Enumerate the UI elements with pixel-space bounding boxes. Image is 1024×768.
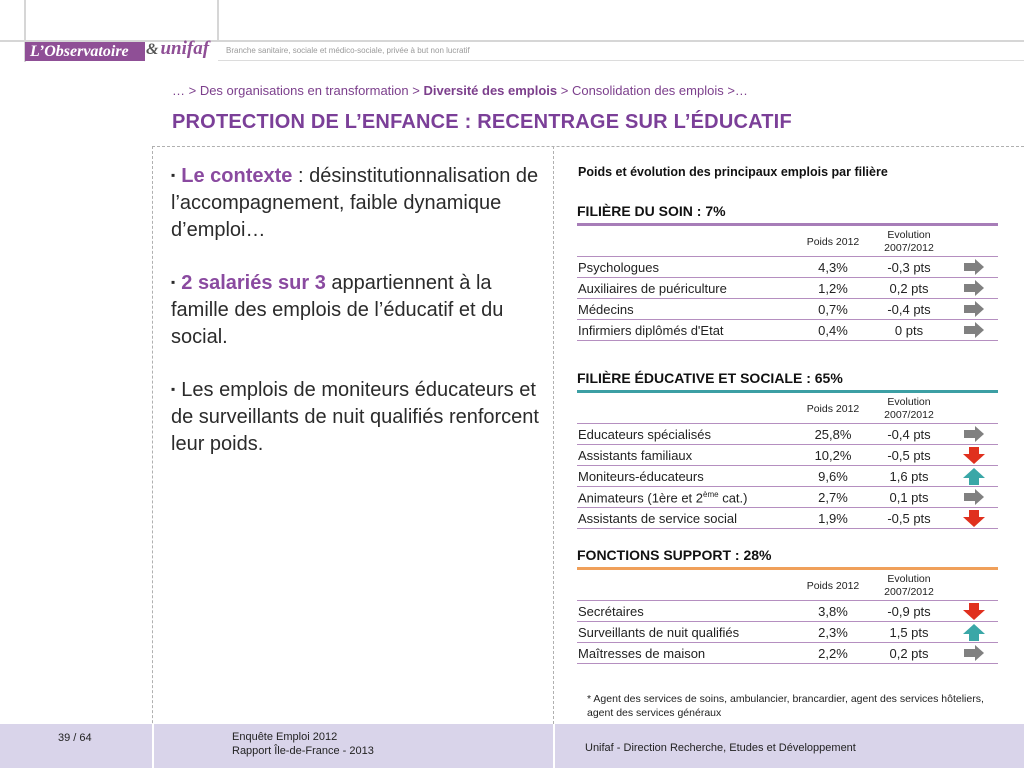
table-row: [577, 508, 998, 529]
cell-evolution: 0,2 pts: [889, 646, 929, 661]
cell-evolution: 1,5 pts: [889, 625, 929, 640]
arrow-right-icon: [963, 280, 987, 297]
page-number: 39 / 64: [58, 732, 92, 744]
bullet-item-context: [171, 162, 541, 244]
table-body: [577, 424, 998, 529]
arrow-up-icon: [963, 468, 987, 485]
table-header-row: [577, 570, 998, 601]
footer-survey-line-2: Rapport Île-de-France - 2013: [232, 745, 374, 757]
col-header-evolution: Evolution 2007/2012: [884, 573, 934, 598]
page-title: PROTECTION DE L’ENFANCE : RECENTRAGE SUR L’ÉDUCATIF: [172, 111, 792, 133]
logo-ampersand: &: [146, 41, 159, 58]
cell-evolution: 0,2 pts: [889, 281, 929, 296]
bullet-text: appartiennent à la famille des emplois de l’éducatif et du social.: [171, 272, 504, 348]
bullet-item-share: [171, 269, 541, 351]
arrow-right-icon: [963, 645, 987, 662]
cell-job-title: Auxiliaires de puériculture: [578, 281, 727, 296]
arrow-down-icon: [963, 603, 987, 620]
cell-share-2012: 25,8%: [814, 427, 852, 442]
col-header-share: Poids 2012: [806, 403, 860, 415]
header-divider-horizontal-2: [218, 60, 1024, 61]
frame-dashed-top: [152, 146, 1024, 147]
arrow-right-icon: [963, 489, 987, 506]
footer-divider: [553, 724, 555, 768]
section-support: [577, 547, 998, 664]
arrow-right-icon: [963, 301, 987, 318]
bullet-item-roles: [171, 376, 541, 458]
cell-share-2012: 9,6%: [818, 469, 848, 484]
cell-share-2012: 2,7%: [818, 490, 848, 505]
col-header-share: Poids 2012: [806, 236, 860, 248]
breadcrumb: [172, 83, 748, 98]
cell-share-2012: 4,3%: [818, 260, 848, 275]
logo-brand: unifaf: [160, 38, 210, 59]
arrow-down-icon: [963, 510, 987, 527]
cell-evolution: -0,5 pts: [887, 511, 931, 526]
table-header-row: [577, 226, 998, 257]
bullet-highlight: 2 salariés sur 3: [181, 272, 326, 294]
cell-job-title: Assistants de service social: [578, 511, 737, 526]
logo-observatoire: L’Observatoire: [25, 42, 145, 61]
table-row: [577, 445, 998, 466]
cell-evolution: -0,4 pts: [887, 302, 931, 317]
arrow-up-icon: [963, 624, 987, 641]
footer-organization: Unifaf - Direction Recherche, Etudes et Développement: [585, 742, 856, 754]
cell-evolution: 0 pts: [894, 323, 924, 338]
table-row: [577, 601, 998, 622]
footer-survey: [232, 730, 374, 758]
cell-job-title: Secrétaires: [578, 604, 644, 619]
breadcrumb-current: Diversité des emplois: [423, 83, 558, 98]
cell-job-title: Moniteurs-éducateurs: [578, 469, 704, 484]
logo-unifaf: [146, 38, 209, 60]
cell-job-title: Educateurs spécialisés: [578, 427, 711, 442]
cell-share-2012: 0,4%: [818, 323, 848, 338]
bullet-square-icon: ▪: [171, 168, 176, 182]
table-row: [577, 278, 998, 299]
table-row: [577, 424, 998, 445]
table-row: [577, 320, 998, 341]
section-educ: [577, 370, 998, 529]
arrow-down-icon: [963, 447, 987, 464]
arrow-right-icon: [963, 426, 987, 443]
cell-evolution: 1,6 pts: [889, 469, 929, 484]
bullet-text: : désinstitutionnalisation de l’accompagnement, faible dynamique d’emploi…: [171, 165, 539, 241]
table-header-row: [577, 393, 998, 424]
cell-share-2012: 3,8%: [818, 604, 848, 619]
breadcrumb-prefix: … > Des organisations en transformation >: [172, 83, 424, 98]
section-title: FILIÈRE DU SOIN : 7%: [577, 203, 726, 219]
cell-share-2012: 2,3%: [818, 625, 848, 640]
table-row: [577, 622, 998, 643]
cell-evolution: -0,9 pts: [887, 604, 931, 619]
frame-dashed-left: [152, 146, 153, 768]
section-title: FONCTIONS SUPPORT : 28%: [577, 547, 772, 563]
table-row: [577, 466, 998, 487]
table-row: [577, 257, 998, 278]
table-row: [577, 643, 998, 664]
bullet-list: [171, 162, 541, 483]
logo-tagline: Branche sanitaire, sociale et médico-sociale, privée à but non lucratif: [226, 46, 470, 55]
table-row: [577, 487, 998, 508]
table-body: [577, 601, 998, 664]
cell-evolution: -0,4 pts: [887, 427, 931, 442]
cell-job-title: Infirmiers diplômés d'Etat: [578, 323, 724, 338]
bullet-highlight: Le contexte: [181, 165, 293, 187]
cell-job-title: Maîtresses de maison: [578, 646, 706, 661]
cell-job-title: Psychologues: [578, 260, 659, 275]
cell-share-2012: 1,9%: [818, 511, 848, 526]
cell-share-2012: 2,2%: [818, 646, 848, 661]
cell-job-title: Assistants familiaux: [578, 448, 693, 463]
cell-evolution: -0,5 pts: [887, 448, 931, 463]
bullet-text: Les emplois de moniteurs éducateurs et de surveillants de nuit qualifiés renforcent leur poids.: [171, 379, 539, 455]
col-header-share: Poids 2012: [806, 580, 860, 592]
table-caption: Poids et évolution des principaux emplois par filière: [578, 165, 888, 179]
section-soin: [577, 203, 998, 341]
table-row: [577, 299, 998, 320]
cell-evolution: 0,1 pts: [889, 490, 929, 505]
frame-dashed-middle: [553, 146, 554, 724]
cell-share-2012: 10,2%: [814, 448, 852, 463]
section-title: FILIÈRE ÉDUCATIVE ET SOCIALE : 65%: [577, 370, 843, 386]
cell-job-title: Animateurs (1ère et 2ème cat.): [578, 490, 748, 506]
col-header-evolution: Evolution 2007/2012: [884, 229, 934, 254]
footer-survey-line-1: Enquête Emploi 2012: [232, 731, 338, 743]
bullet-square-icon: ▪: [171, 275, 176, 289]
bullet-square-icon: ▪: [171, 382, 176, 396]
cell-job-title: Surveillants de nuit qualifiés: [578, 625, 740, 640]
breadcrumb-suffix: > Consolidation des emplois >…: [557, 83, 748, 98]
cell-share-2012: 1,2%: [818, 281, 848, 296]
header-divider-vertical-2: [217, 0, 219, 40]
cell-share-2012: 0,7%: [818, 302, 848, 317]
col-header-evolution: Evolution 2007/2012: [884, 396, 934, 421]
cell-evolution: -0,3 pts: [887, 260, 931, 275]
arrow-right-icon: [963, 322, 987, 339]
table-body: [577, 257, 998, 341]
footer-divider: [152, 724, 154, 768]
cell-job-title: Médecins: [578, 302, 634, 317]
arrow-right-icon: [963, 259, 987, 276]
footnote: * Agent des services de soins, ambulancier, brancardier, agent des services hôteliers, agent des services généraux: [587, 693, 984, 719]
